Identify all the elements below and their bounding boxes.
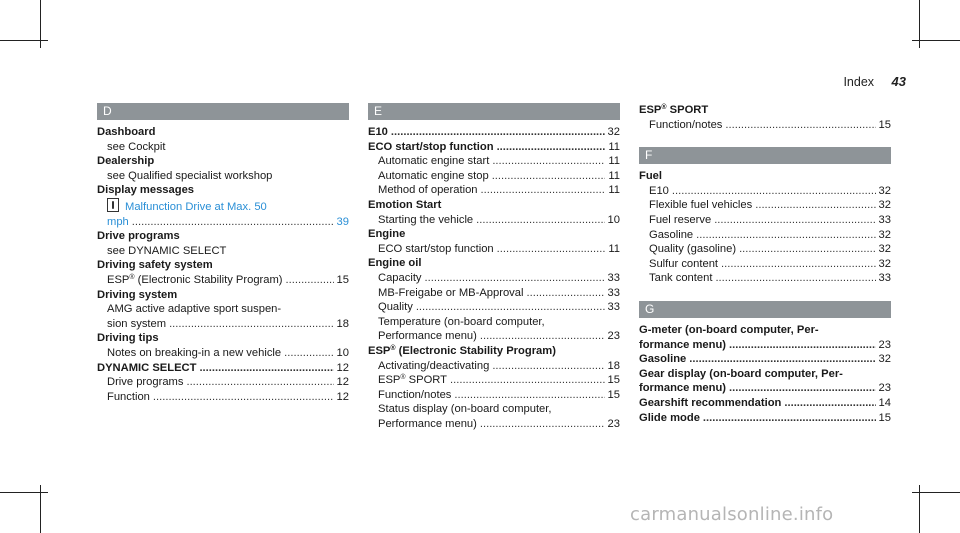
page-ref[interactable]: 12 [336, 390, 349, 403]
entry-label: Temperature (on-board computer, [378, 315, 545, 328]
entry-label-suffix: (Electronic Stability Program) [395, 344, 556, 357]
entry-label: Flexible fuel vehicles [649, 199, 753, 212]
page-ref[interactable]: 14 [878, 396, 891, 409]
section-letter-bar: E [368, 103, 620, 120]
entry-text [368, 140, 494, 155]
entry-text [378, 417, 477, 432]
entry-text [97, 361, 196, 376]
entry-text [378, 373, 447, 388]
entry-label: ESP [639, 104, 662, 116]
entry-text [649, 213, 711, 228]
index-heading [639, 103, 891, 118]
index-subentry [97, 198, 349, 215]
entry-text [639, 381, 726, 396]
dot-leader [714, 213, 875, 228]
page-ref[interactable]: 11 [608, 184, 620, 197]
entry-text [649, 198, 752, 213]
entry-text [639, 368, 843, 380]
entry-label: Engine oil [368, 257, 422, 270]
dot-leader [425, 271, 605, 286]
index-subentry[interactable] [97, 215, 349, 230]
index-subentry [97, 169, 349, 184]
dot-leader [450, 373, 605, 388]
index-subentry[interactable] [368, 154, 620, 169]
entry-text [639, 338, 726, 353]
crop-mark [0, 492, 48, 493]
page-ref[interactable]: 12 [336, 376, 349, 389]
page-ref[interactable]: 15 [607, 374, 620, 387]
entry-text [368, 257, 421, 269]
entry-label: Glide mode [639, 411, 700, 424]
entry-label: Function/notes [378, 388, 452, 401]
entry-text [649, 257, 718, 272]
entry-text [639, 411, 700, 426]
entry-text [107, 141, 165, 153]
page-ref[interactable]: 18 [607, 359, 620, 372]
page-ref[interactable]: 23 [878, 338, 891, 351]
dot-leader [416, 300, 605, 315]
page-ref[interactable]: 32 [878, 257, 891, 270]
entry-label: G-meter (on-board computer, Per- [639, 323, 819, 336]
entry-label: Dealership [97, 155, 155, 168]
index-subentry[interactable] [639, 198, 891, 213]
index-subentry[interactable] [639, 271, 891, 286]
index-subentry [368, 402, 620, 417]
entry-label: Sulfur content [649, 257, 719, 270]
section-letter-bar: D [97, 103, 349, 120]
page-ref[interactable]: 23 [607, 330, 620, 343]
page-ref[interactable]: 39 [336, 215, 349, 228]
entry-label: Quality (gasoline) [649, 243, 737, 256]
entry-text [107, 390, 150, 405]
dot-leader [715, 271, 875, 286]
entry-text [368, 125, 388, 140]
entry-label: sion system [107, 317, 167, 330]
dot-leader [784, 396, 875, 411]
entry-label-suffix: (Electronic Stability Program) [134, 273, 283, 286]
page-ref[interactable]: 33 [607, 301, 620, 314]
index-subentry[interactable] [639, 118, 891, 133]
index-heading[interactable] [368, 140, 620, 155]
entry-text [649, 228, 693, 243]
entry-text [107, 245, 226, 257]
entry-label: Gear display (on-board computer, Per- [639, 367, 843, 380]
index-subentry[interactable] [368, 286, 620, 301]
section-letter-bar: G [639, 301, 891, 318]
registered-mark: ® [661, 104, 667, 111]
index-subentry[interactable] [368, 271, 620, 286]
entry-label: Function/notes [649, 118, 723, 131]
entry-label: Tank content [649, 272, 713, 285]
page-ref[interactable]: 15 [878, 118, 891, 131]
index-heading[interactable] [97, 361, 349, 376]
entry-text [639, 396, 781, 411]
registered-mark: ® [400, 374, 406, 382]
index-subentry[interactable] [368, 417, 620, 432]
section-spacer [639, 286, 891, 301]
index-subentry[interactable] [368, 300, 620, 315]
index-heading [97, 183, 349, 198]
index-subentry[interactable] [639, 184, 891, 199]
entry-label: E10 [649, 184, 669, 197]
index-subentry[interactable] [639, 242, 891, 257]
dot-leader [725, 118, 875, 133]
page-ref[interactable]: 32 [607, 126, 620, 138]
entry-text [97, 259, 213, 271]
entry-text [649, 184, 669, 199]
index-heading [368, 344, 620, 359]
entry-label: Automatic engine start [378, 155, 490, 168]
entry-label: ESP [107, 273, 130, 286]
page-ref[interactable]: 11 [608, 155, 620, 168]
index-heading [639, 323, 891, 338]
page-ref[interactable]: 32 [878, 228, 891, 241]
index-heading [368, 256, 620, 271]
dot-leader [476, 213, 604, 228]
dot-leader [199, 361, 333, 376]
dot-leader [721, 257, 876, 272]
dot-leader [391, 125, 605, 140]
crop-mark [912, 40, 960, 41]
entry-text [378, 271, 422, 286]
entry-label: Status display (on-board computer, [378, 403, 552, 416]
dot-leader [492, 359, 604, 374]
dot-leader [729, 338, 876, 353]
entry-label: Drive programs [107, 376, 184, 389]
page-ref[interactable]: 12 [336, 361, 349, 374]
entry-text [378, 286, 524, 301]
entry-label: DYNAMIC SELECT [97, 361, 197, 374]
watermark: carmanualsonline.info [630, 504, 834, 525]
entry-text [378, 329, 477, 344]
dot-leader [755, 198, 875, 213]
page-ref[interactable]: 32 [878, 243, 891, 256]
entry-text [107, 273, 283, 288]
dot-leader [286, 273, 334, 288]
page-ref[interactable]: 23 [607, 417, 620, 430]
page-ref[interactable]: 11 [608, 169, 620, 182]
entry-text [368, 228, 405, 240]
dot-leader [284, 346, 333, 361]
entry-label-suffix: SPORT [405, 374, 448, 387]
entry-text [97, 289, 177, 301]
page-ref[interactable]: 11 [608, 140, 620, 153]
page-ref[interactable]: 32 [878, 199, 891, 212]
entry-label: ESP [378, 374, 401, 387]
entry-label: Driving system [97, 288, 178, 301]
dot-leader [481, 183, 606, 198]
entry-label: see DYNAMIC SELECT [107, 244, 227, 257]
index-heading [639, 169, 891, 184]
entry-label: Driving tips [97, 332, 159, 345]
dot-leader [132, 215, 334, 230]
index-subentry[interactable] [368, 359, 620, 374]
entry-label: Performance menu) [378, 330, 477, 343]
dot-leader [186, 375, 333, 390]
index-heading[interactable] [639, 396, 891, 411]
entry-text [378, 154, 489, 169]
index-column-1 [97, 103, 349, 404]
index-subentry [97, 140, 349, 155]
dot-leader [480, 417, 605, 432]
index-heading [97, 125, 349, 140]
entry-text [639, 104, 708, 116]
index-subentry[interactable] [639, 228, 891, 243]
index-subentry[interactable] [368, 329, 620, 344]
page-ref[interactable]: 33 [878, 213, 891, 226]
entry-text [107, 170, 272, 182]
dot-leader [497, 242, 606, 257]
entry-label: Gasoline [649, 228, 694, 241]
entry-label: Quality [378, 301, 413, 314]
entry-label: mph [107, 215, 129, 228]
crop-mark [912, 492, 960, 493]
index-subentry[interactable] [368, 183, 620, 198]
dot-leader [169, 317, 333, 332]
index-subentry [97, 302, 349, 317]
index-heading[interactable] [368, 125, 620, 140]
entry-label: see Cockpit [107, 140, 166, 153]
entry-label: ESP [368, 344, 391, 357]
index-heading [639, 367, 891, 382]
entry-text [639, 170, 662, 182]
entry-label: ECO start/stop function [368, 140, 494, 153]
index-heading [368, 227, 620, 242]
dot-leader [672, 184, 876, 199]
page-ref[interactable]: 15 [607, 388, 620, 401]
entry-text [378, 300, 413, 315]
engine-warning-icon [107, 198, 119, 212]
dot-leader [729, 381, 876, 396]
entry-text [378, 183, 478, 198]
page-ref[interactable]: 11 [608, 242, 620, 255]
dot-leader [492, 154, 605, 169]
entry-label: Driving safety system [97, 259, 213, 272]
section-spacer [639, 132, 891, 147]
entry-label: Engine [368, 228, 406, 241]
entry-label: Notes on breaking-in a new vehicle [107, 346, 282, 359]
dot-leader [153, 390, 334, 405]
entry-label-suffix: SPORT [666, 104, 709, 116]
entry-label: AMG active adaptive sport suspen- [107, 303, 282, 316]
entry-label: formance menu) [639, 382, 727, 395]
dot-leader [454, 388, 604, 403]
entry-text [107, 317, 166, 332]
index-heading[interactable] [639, 338, 891, 353]
index-subentry[interactable] [97, 346, 349, 361]
page-number: 43 [891, 74, 906, 89]
entry-text [107, 346, 281, 361]
index-subentry[interactable] [639, 257, 891, 272]
entry-text [378, 388, 451, 403]
entry-label: Fuel reserve [649, 213, 712, 226]
entry-label: Capacity [378, 271, 422, 284]
entry-text [378, 169, 489, 184]
entry-label: Activating/deactivating [378, 359, 490, 372]
dot-leader [739, 242, 875, 257]
entry-text [107, 375, 183, 390]
page-ref[interactable]: 10 [607, 213, 620, 226]
page-ref[interactable]: 15 [878, 411, 891, 424]
entry-label: MB-Freigabe or MB-Approval [378, 286, 524, 299]
entry-label: Dashboard [97, 126, 156, 138]
dot-leader [527, 286, 605, 301]
index-heading [97, 288, 349, 303]
entry-text [378, 403, 552, 415]
index-subentry [97, 244, 349, 259]
index-subentry[interactable] [368, 169, 620, 184]
index-subentry[interactable] [97, 317, 349, 332]
entry-text [107, 303, 281, 315]
page-ref[interactable]: 18 [336, 317, 349, 330]
dot-leader [492, 169, 606, 184]
index-column-2 [368, 103, 620, 431]
entry-text [97, 155, 154, 167]
index-subentry[interactable] [368, 388, 620, 403]
index-heading[interactable] [639, 352, 891, 367]
entry-text [378, 213, 473, 228]
entry-text [378, 316, 545, 328]
entry-text [97, 184, 194, 196]
index-subentry[interactable] [97, 273, 349, 288]
entry-text [639, 324, 819, 336]
index-subentry [368, 315, 620, 330]
entry-label: ECO start/stop function [378, 242, 494, 255]
entry-text [649, 271, 712, 286]
index-heading [97, 154, 349, 169]
entry-label: Gasoline [639, 353, 687, 366]
section-letter-bar: F [639, 147, 891, 164]
page-ref[interactable]: 32 [878, 184, 891, 197]
page-ref[interactable]: 32 [878, 353, 891, 366]
entry-text [97, 230, 180, 242]
entry-label: E10 [368, 126, 388, 138]
entry-text [368, 345, 556, 357]
entry-text [378, 359, 489, 374]
index-label: Index [843, 75, 875, 89]
dot-leader [696, 228, 875, 243]
page-ref[interactable]: 33 [878, 272, 891, 285]
index-subentry[interactable] [368, 242, 620, 257]
entry-label: Fuel [639, 170, 662, 183]
crop-mark [0, 40, 48, 41]
entry-label: see Qualified specialist workshop [107, 169, 273, 182]
page-ref[interactable]: 10 [336, 346, 349, 359]
entry-text [378, 242, 494, 257]
entry-text [649, 118, 722, 133]
index-heading [97, 258, 349, 273]
index-subentry[interactable] [97, 375, 349, 390]
index-heading [97, 331, 349, 346]
entry-label: Method of operation [378, 184, 478, 197]
entry-label: Malfunction Drive at Max. 50 [125, 200, 267, 213]
dot-leader [480, 329, 605, 344]
index-column-3 [639, 103, 891, 425]
registered-mark: ® [390, 344, 396, 352]
index-subentry[interactable] [368, 213, 620, 228]
entry-text [639, 352, 686, 367]
entry-label: Display messages [97, 184, 195, 197]
page-header [843, 74, 906, 89]
dot-leader [689, 352, 875, 367]
page-ref[interactable]: 15 [336, 273, 349, 286]
entry-label: Function [107, 390, 150, 403]
entry-label: Gearshift recommendation [639, 396, 782, 409]
entry-text [97, 126, 155, 138]
entry-label: Emotion Start [368, 198, 442, 211]
index-heading[interactable] [639, 381, 891, 396]
entry-text [368, 199, 441, 211]
page-ref[interactable]: 33 [607, 271, 620, 284]
entry-label: formance menu) [639, 338, 727, 351]
index-subentry[interactable] [97, 390, 349, 405]
index-subentry[interactable] [639, 213, 891, 228]
index-heading [97, 229, 349, 244]
entry-text [107, 201, 267, 213]
dot-leader [497, 140, 606, 155]
entry-text [97, 332, 159, 344]
index-heading [368, 198, 620, 213]
index-subentry[interactable] [368, 373, 620, 388]
entry-label: Automatic engine stop [378, 169, 489, 182]
page-ref[interactable]: 23 [878, 382, 891, 395]
dot-leader [703, 411, 876, 426]
entry-text [107, 215, 129, 230]
entry-text [649, 242, 736, 257]
entry-label: Performance menu) [378, 417, 477, 430]
entry-label: Drive programs [97, 230, 180, 243]
entry-label: Starting the vehicle [378, 213, 474, 226]
page-ref[interactable]: 33 [607, 286, 620, 299]
registered-mark: ® [129, 273, 135, 281]
index-heading[interactable] [639, 411, 891, 426]
